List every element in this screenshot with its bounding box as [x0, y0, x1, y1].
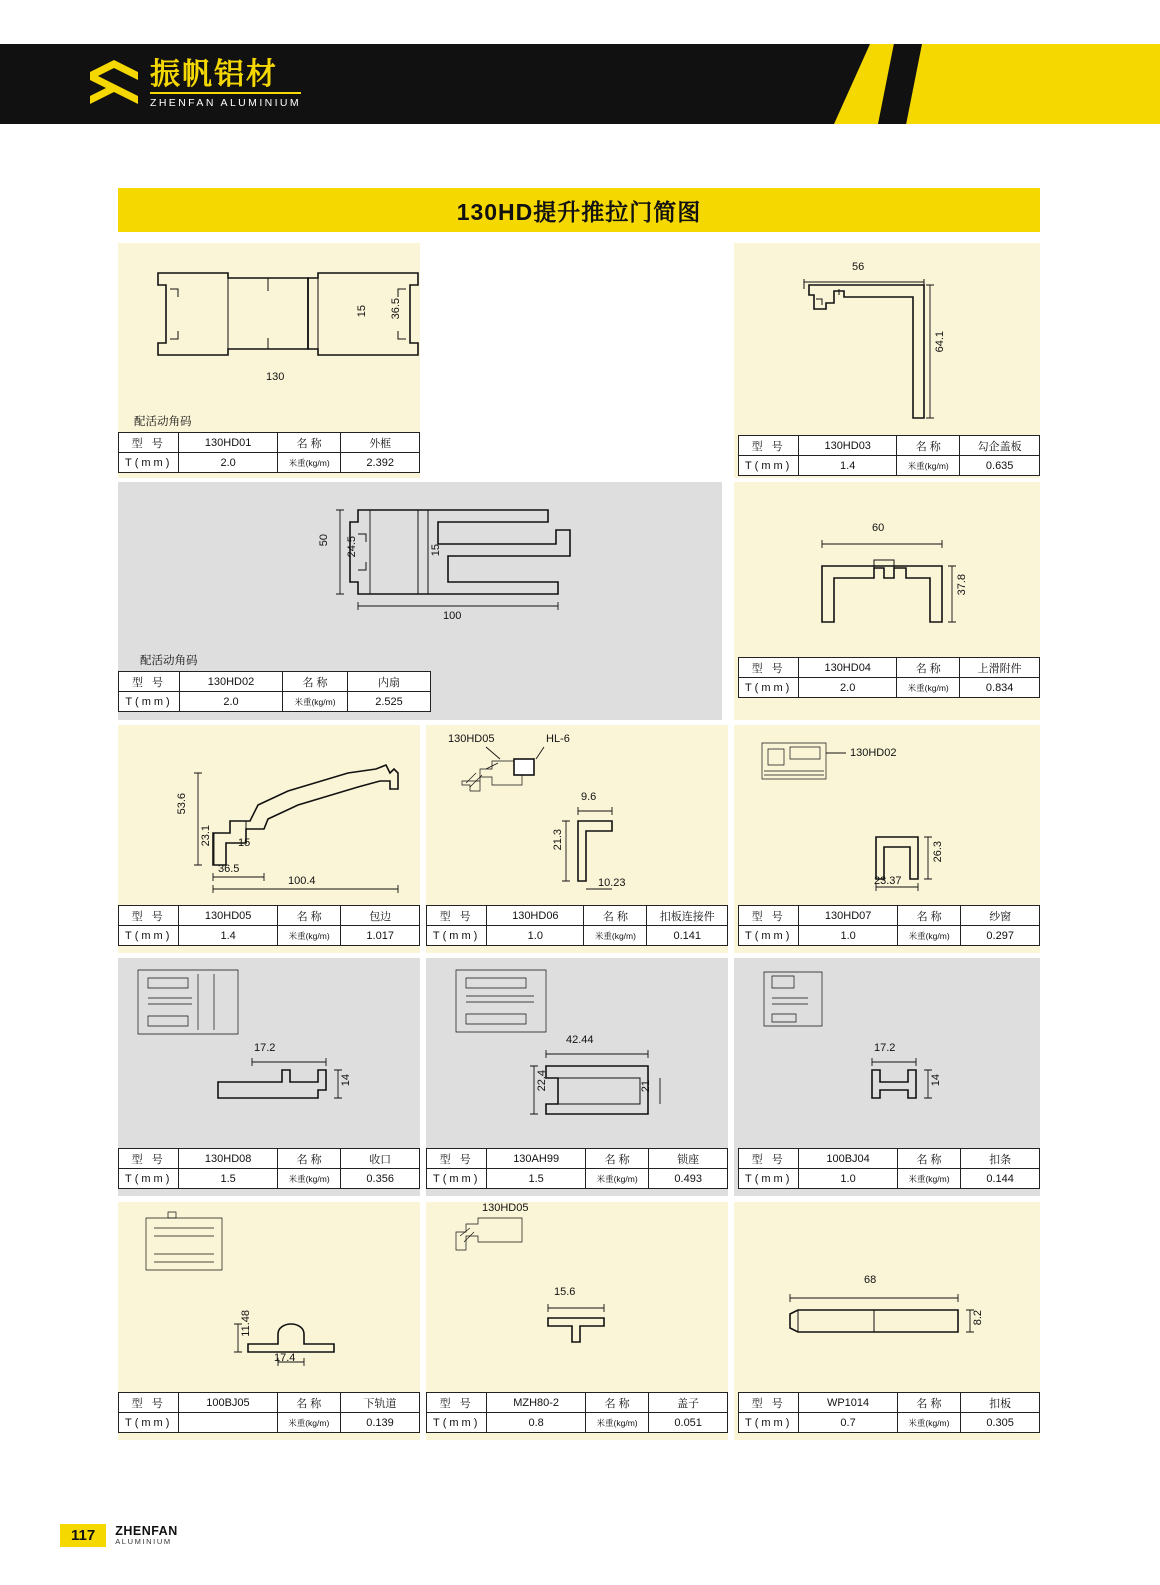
spec-value-weight: 0.141 — [647, 926, 728, 946]
spec-table-130HD04 — [738, 657, 1040, 698]
spec-value-name: 扣板连接件 — [647, 906, 728, 926]
spec-label-name: 名 称 — [897, 436, 960, 456]
spec-label-thickness: T(mm) — [739, 456, 799, 476]
spec-value-model: 130HD03 — [799, 436, 897, 456]
spec-value-thickness: 1.0 — [799, 1169, 897, 1189]
spec-value-thickness: 1.5 — [179, 1169, 278, 1189]
spec-value-name: 内扇 — [348, 672, 431, 692]
spec-value-thickness: 1.4 — [179, 926, 278, 946]
spec-value-name: 锁座 — [649, 1149, 728, 1169]
spec-label-thickness: T(mm) — [739, 1413, 799, 1433]
profile-cell-130HD01 — [118, 243, 420, 478]
profile-drawing-130HD08 — [118, 958, 420, 1148]
profile-cell-130HD08 — [118, 958, 420, 1196]
spec-value-weight: 0.834 — [960, 678, 1040, 698]
spec-table-130HD03 — [738, 435, 1040, 476]
spec-value-model: MZH80-2 — [487, 1393, 585, 1413]
spec-label-thickness: T(mm) — [427, 1413, 487, 1433]
dimension-130: 130 — [266, 371, 285, 383]
brand-underline — [150, 92, 301, 94]
spec-label-thickness: T(mm) — [119, 1413, 179, 1433]
spec-label-weight: 米重(kg/m) — [897, 1413, 961, 1433]
dimension-15: 15 — [238, 837, 251, 849]
callout-HL-6: HL-6 — [546, 733, 570, 745]
profile-drawing-130HD03 — [734, 243, 1040, 435]
spec-value-model: WP1014 — [799, 1393, 897, 1413]
profile-drawing-100BJ05 — [118, 1202, 420, 1392]
page-footer — [60, 1524, 178, 1547]
spec-label-name: 名 称 — [585, 1393, 648, 1413]
profile-drawing-130AH99 — [426, 958, 728, 1148]
spec-value-name: 包边 — [341, 906, 420, 926]
dimension-53-6: 53.6 — [176, 793, 188, 815]
spec-value-weight: 0.297 — [961, 926, 1040, 946]
dimension-23-1: 23.1 — [200, 825, 212, 847]
profile-cell-MZH80-2 — [426, 1202, 728, 1440]
spec-value-name: 勾企盖板 — [960, 436, 1040, 456]
spec-table-130HD02 — [118, 671, 431, 712]
profile-drawing-WP1014 — [734, 1202, 1040, 1392]
spec-value-model: 130HD05 — [179, 906, 278, 926]
spec-value-name: 上滑附件 — [960, 658, 1040, 678]
dimension-64-1: 64.1 — [934, 331, 946, 353]
spec-label-name: 名 称 — [585, 1149, 648, 1169]
dimension-17-2: 17.2 — [874, 1042, 896, 1054]
profile-cell-130HD06 — [426, 725, 728, 953]
profile-drawing-MZH80-2 — [426, 1202, 728, 1392]
dimension-100-4: 100.4 — [288, 875, 316, 887]
spec-value-model: 130HD01 — [179, 433, 278, 453]
dimension-26-3: 26.3 — [932, 841, 944, 863]
dimension-8-2: 8.2 — [972, 1310, 984, 1326]
profile-cell-130HD07 — [734, 725, 1040, 953]
dimension-68: 68 — [864, 1274, 877, 1286]
dimension-37-8: 37.8 — [956, 574, 968, 596]
spec-value-weight: 1.017 — [341, 926, 420, 946]
spec-label-weight: 米重(kg/m) — [283, 692, 348, 712]
spec-label-thickness: T(mm) — [119, 453, 179, 473]
spec-value-name: 外框 — [341, 433, 420, 453]
dimension-22-4: 22.4 — [536, 1070, 548, 1092]
dimension-15: 15 — [430, 544, 442, 557]
dimension-23-37: 23.37 — [874, 875, 902, 887]
spec-label-weight: 米重(kg/m) — [897, 926, 960, 946]
profile-cell-130AH99 — [426, 958, 728, 1196]
spec-value-name: 纱窗 — [961, 906, 1040, 926]
spec-label-model: 型 号 — [427, 906, 487, 926]
spec-label-name: 名 称 — [897, 906, 960, 926]
page-title — [118, 188, 1040, 232]
profile-cell-130HD02 — [118, 482, 722, 720]
dimension-9-6: 9.6 — [581, 791, 597, 803]
spec-value-name: 收口 — [341, 1149, 420, 1169]
spec-label-weight: 米重(kg/m) — [897, 1169, 961, 1189]
spec-label-name: 名 称 — [277, 433, 340, 453]
footer-brand-sub: ALUMINIUM — [115, 1537, 172, 1547]
spec-value-model: 130HD08 — [179, 1149, 278, 1169]
dimension-56: 56 — [852, 261, 865, 273]
spec-value-weight: 0.144 — [961, 1169, 1040, 1189]
dimension-21: 21 — [640, 1080, 652, 1093]
spec-value-weight: 2.392 — [341, 453, 420, 473]
dimension-24-5: 24.5 — [346, 536, 358, 558]
spec-value-thickness: 1.0 — [487, 926, 584, 946]
spec-value-model: 100BJ05 — [179, 1393, 277, 1413]
spec-value-model: 100BJ04 — [799, 1149, 897, 1169]
dimension-60: 60 — [872, 522, 885, 534]
spec-table-130HD01 — [118, 432, 420, 473]
spec-label-weight: 米重(kg/m) — [897, 456, 960, 476]
spec-value-name: 盖子 — [649, 1393, 728, 1413]
callout-130HD05: 130HD05 — [482, 1202, 529, 1214]
spec-table-130AH99 — [426, 1148, 728, 1189]
dimension-11-48: 11.48 — [240, 1310, 252, 1337]
page-title-text: 130HD提升推拉门简图 — [456, 198, 702, 225]
spec-value-weight: 0.635 — [960, 456, 1040, 476]
spec-value-model: 130AH99 — [487, 1149, 585, 1169]
profile-drawing-130HD06 — [426, 725, 728, 905]
spec-label-model: 型 号 — [739, 658, 799, 678]
profile-drawing-130HD05 — [118, 725, 420, 905]
profile-drawing-130HD07 — [734, 725, 1040, 905]
spec-label-model: 型 号 — [119, 672, 180, 692]
spec-value-thickness: 2.0 — [180, 692, 283, 712]
spec-value-name: 下轨道 — [340, 1393, 419, 1413]
spec-table-130HD07 — [738, 905, 1040, 946]
spec-label-weight: 米重(kg/m) — [277, 1169, 340, 1189]
profile-drawing-130HD01 — [118, 243, 420, 413]
dimension-15-6: 15.6 — [554, 1286, 576, 1298]
profile-cell-130HD04 — [734, 482, 1040, 720]
profile-cell-100BJ04 — [734, 958, 1040, 1196]
page-number: 117 — [60, 1524, 106, 1547]
spec-label-model: 型 号 — [427, 1149, 487, 1169]
dimension-10-23: 10.23 — [598, 877, 626, 889]
profile-cell-130HD03 — [734, 243, 1040, 478]
spec-label-model: 型 号 — [119, 1149, 179, 1169]
spec-label-name: 名 称 — [897, 1393, 961, 1413]
brand-logo — [88, 58, 301, 110]
spec-label-weight: 米重(kg/m) — [584, 926, 647, 946]
spec-value-thickness: 1.0 — [799, 926, 898, 946]
profile-drawing-130HD02 — [118, 482, 722, 652]
dimension-14: 14 — [930, 1074, 942, 1087]
profile-cell-130HD05 — [118, 725, 420, 953]
spec-table-100BJ05 — [118, 1392, 420, 1433]
spec-value-weight: 0.051 — [649, 1413, 728, 1433]
spec-value-thickness: 2.0 — [179, 453, 278, 473]
spec-value-model: 130HD07 — [799, 906, 898, 926]
spec-label-name: 名 称 — [283, 672, 348, 692]
profile-drawing-130HD04 — [734, 482, 1040, 657]
spec-label-thickness: T(mm) — [119, 692, 180, 712]
spec-label-name: 名 称 — [897, 1149, 961, 1169]
spec-label-thickness: T(mm) — [119, 926, 179, 946]
spec-table-MZH80-2 — [426, 1392, 728, 1433]
spec-value-model: 130HD04 — [799, 658, 897, 678]
spec-value-name: 扣条 — [961, 1149, 1040, 1169]
dimension-15: 15 — [356, 305, 368, 318]
dimension-36-5: 36.5 — [218, 863, 240, 875]
spec-value-weight: 2.525 — [348, 692, 431, 712]
spec-label-thickness: T(mm) — [427, 926, 487, 946]
spec-value-thickness: 1.4 — [799, 456, 897, 476]
spec-value-name: 扣板 — [961, 1393, 1040, 1413]
profile-drawing-100BJ04 — [734, 958, 1040, 1148]
spec-label-name: 名 称 — [277, 1149, 340, 1169]
spec-value-model: 130HD06 — [487, 906, 584, 926]
spec-table-130HD05 — [118, 905, 420, 946]
spec-table-130HD06 — [426, 905, 728, 946]
spec-label-weight: 米重(kg/m) — [277, 453, 340, 473]
spec-value-thickness: 2.0 — [799, 678, 897, 698]
brand-name-cn: 振帆铝材 — [150, 57, 278, 91]
spec-value-weight: 0.493 — [649, 1169, 728, 1189]
dimension-42-44: 42.44 — [566, 1034, 594, 1046]
spec-value-weight: 0.139 — [340, 1413, 419, 1433]
profile-cell-WP1014 — [734, 1202, 1040, 1440]
spec-value-thickness — [179, 1413, 277, 1433]
dimension-17-2: 17.2 — [254, 1042, 276, 1054]
page-header — [0, 0, 1160, 140]
spec-label-thickness: T(mm) — [119, 1169, 179, 1189]
spec-label-thickness: T(mm) — [739, 1169, 799, 1189]
footer-brand — [115, 1525, 178, 1546]
spec-table-100BJ04 — [738, 1148, 1040, 1189]
spec-label-model: 型 号 — [427, 1393, 487, 1413]
dimension-50: 50 — [318, 534, 330, 547]
spec-label-model: 型 号 — [119, 906, 179, 926]
spec-value-weight: 0.305 — [961, 1413, 1040, 1433]
spec-label-name: 名 称 — [584, 906, 647, 926]
dimension-36-5: 36.5 — [390, 298, 402, 320]
brand-name-en: ZHENFAN ALUMINIUM — [150, 97, 302, 110]
dimension-100: 100 — [443, 610, 462, 622]
spec-label-model: 型 号 — [739, 1393, 799, 1413]
spec-label-name: 名 称 — [277, 1393, 340, 1413]
spec-label-model: 型 号 — [739, 436, 799, 456]
note-130HD01: 配活动角码 — [134, 416, 192, 428]
spec-label-model: 型 号 — [739, 906, 799, 926]
spec-value-thickness: 0.7 — [799, 1413, 897, 1433]
note-130HD02: 配活动角码 — [140, 655, 198, 667]
footer-brand-name: ZHENFAN — [115, 1524, 178, 1538]
spec-label-model: 型 号 — [119, 433, 179, 453]
callout-130HD05: 130HD05 — [448, 733, 495, 745]
spec-value-model: 130HD02 — [180, 672, 283, 692]
spec-label-thickness: T(mm) — [739, 926, 799, 946]
dimension-14: 14 — [340, 1074, 352, 1087]
spec-label-weight: 米重(kg/m) — [277, 1413, 340, 1433]
callout-130HD02: 130HD02 — [850, 747, 897, 759]
brand-text — [150, 59, 301, 110]
spec-label-weight: 米重(kg/m) — [277, 926, 340, 946]
spec-value-weight: 0.356 — [341, 1169, 420, 1189]
spec-table-130HD08 — [118, 1148, 420, 1189]
spec-label-weight: 米重(kg/m) — [897, 678, 960, 698]
spec-label-thickness: T(mm) — [739, 678, 799, 698]
logo-mark-icon — [88, 58, 140, 110]
dimension-17-4: 17.4 — [274, 1352, 296, 1364]
spec-label-model: 型 号 — [119, 1393, 179, 1413]
spec-label-name: 名 称 — [897, 658, 960, 678]
spec-table-WP1014 — [738, 1392, 1040, 1433]
spec-label-weight: 米重(kg/m) — [585, 1169, 648, 1189]
spec-label-model: 型 号 — [739, 1149, 799, 1169]
dimension-21-3: 21.3 — [552, 829, 564, 851]
spec-label-thickness: T(mm) — [427, 1169, 487, 1189]
spec-value-thickness: 0.8 — [487, 1413, 585, 1433]
spec-value-thickness: 1.5 — [487, 1169, 585, 1189]
spec-label-weight: 米重(kg/m) — [585, 1413, 648, 1433]
spec-label-name: 名 称 — [277, 906, 340, 926]
profile-cell-100BJ05 — [118, 1202, 420, 1440]
